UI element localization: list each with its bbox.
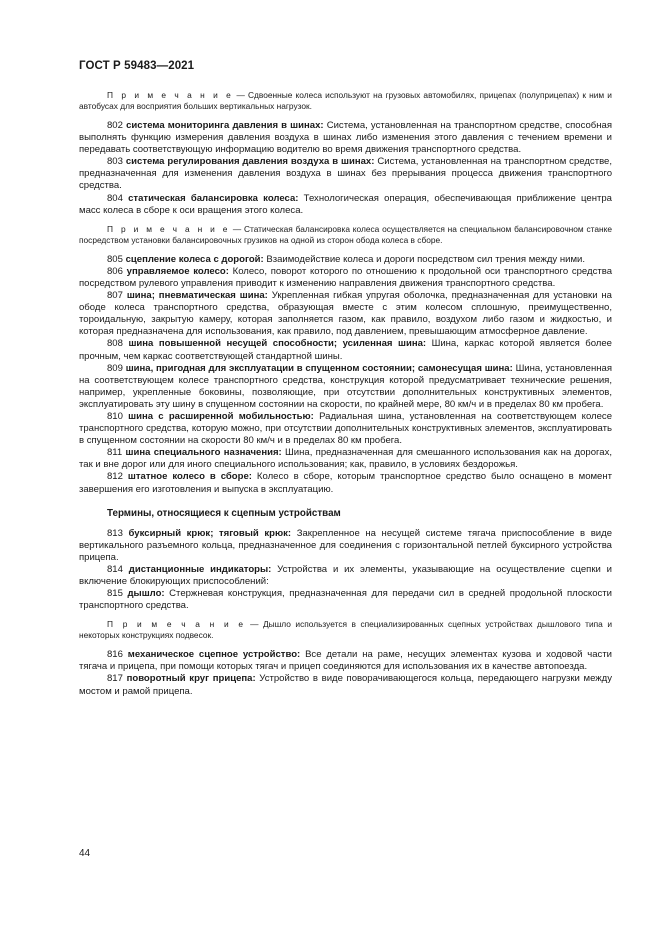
- entry-number: 817: [107, 673, 123, 685]
- entry-number: 810: [107, 410, 123, 422]
- entry-term: управляемое колесо:: [126, 265, 229, 277]
- entry-817: [79, 673, 612, 697]
- entry-term: статическая балансировка колеса:: [128, 192, 299, 204]
- note-drawbar: [79, 619, 612, 641]
- entry-definition: Система, установленная на транспортном средстве, способная выполнять функцию измерения давления воздуха в шинах либо изменения этого давления с течением времени и передавать соответствующую информацию водителю во время движения транспортного средства.: [79, 120, 613, 156]
- entry-number: 803: [107, 156, 123, 168]
- page-content: [79, 90, 612, 698]
- entry-number: 816: [107, 649, 123, 661]
- entry-term: система регулирования давления воздуха в шинах:: [125, 156, 375, 168]
- note-dual-wheels: [79, 90, 612, 112]
- entry-term: шина специального назначения:: [125, 447, 282, 459]
- entry-803: [79, 156, 612, 192]
- entry-number: 813: [107, 527, 123, 539]
- entry-804: [79, 193, 612, 217]
- entry-definition: Шина, каркас которой является более прочным, чем каркас соответствующей стандартной шины.: [79, 338, 612, 362]
- entry-term: буксирный крюк; тяговый крюк:: [128, 527, 292, 539]
- entry-number: 812: [107, 471, 123, 483]
- note-label: П р и м е ч а н и е: [107, 619, 246, 630]
- section-heading-coupling: Термины, относящиеся к сцепным устройствам: [107, 507, 341, 519]
- note-text: — Статическая балансировка колеса осуществляется на специальном балансировочном станке посредством установки балансировочных грузиков на одной из сторон обода колеса в сборе.: [79, 223, 612, 245]
- entry-term: дышло:: [127, 588, 165, 600]
- entry-term: система мониторинга давления в шинах:: [126, 120, 324, 131]
- note-text: — Сдвоенные колеса используют на грузовых автомобилях, прицепах (полуприцепах) к ним и автобусах для восприятия больших вертикальных нагрузок.: [79, 90, 612, 111]
- entry-808: [79, 338, 612, 362]
- entry-term: поворотный круг прицепа:: [126, 673, 256, 685]
- entry-number: 802: [107, 120, 123, 131]
- note-static-balancing: [79, 224, 612, 246]
- entry-number: 805: [107, 253, 123, 265]
- entry-term: дистанционные индикаторы:: [128, 563, 272, 575]
- entry-number: 804: [107, 192, 123, 204]
- entry-807: [79, 290, 612, 338]
- entry-number: 808: [107, 338, 123, 350]
- entry-802: [79, 120, 612, 156]
- entry-805: [79, 254, 612, 266]
- note-text: — Дышло используется в специализированных сцепных устройствах дышлового типа и некоторых конструкциях подвесок.: [79, 619, 612, 641]
- note-label: П р и м е ч а н и е: [107, 90, 234, 100]
- entry-definition: Все детали на раме, несущих элементах кузова и ходовой части тягача и прицепа, при помощи которых тягач и прицеп соединяются для использования их в качестве автопоезда.: [79, 649, 613, 673]
- entry-definition: Колесо в сборе, которым транспортное средство было оснащено в момент завершения его изготовления и выпуска в эксплуатацию.: [79, 471, 613, 495]
- entry-816: [79, 649, 612, 673]
- entry-number: 814: [107, 563, 123, 575]
- document-header: ГОСТ Р 59483—2021: [79, 60, 195, 72]
- entry-812: [79, 471, 612, 495]
- entry-definition: Радиальная шина, установленная на соответствующем колесе транспортного средства, которую можно, при отсутствии дополнительных конструктивных элементов, эксплуатировать в спущенном состоянии на скорости 80 км/ч и в пределах 80 км пробега.: [79, 410, 613, 447]
- entry-definition: Технологическая операция, обеспечивающая приближение центра масс колеса в сборе к оси вращения этого колеса.: [79, 192, 612, 216]
- entry-810: [79, 411, 612, 447]
- entry-definition: Система, установленная на транспортном средстве, предназначенная для изменения давления воздуха в шинах без прерывания процесса движения транспортного средства.: [79, 156, 612, 192]
- entry-definition: Взаимодействие колеса и дороги посредством сил трения между ними.: [266, 253, 586, 265]
- entry-815: [79, 588, 612, 612]
- entry-813: [79, 528, 612, 564]
- entry-term: шина повышенной несущей способности; усиленная шина:: [128, 338, 427, 350]
- entry-number: 809: [107, 362, 123, 374]
- entry-number: 807: [107, 290, 123, 302]
- entry-number: 806: [107, 265, 123, 277]
- entry-number: 811: [107, 447, 123, 459]
- entry-term: шина; пневматическая шина:: [126, 290, 268, 302]
- entry-definition: Устройства и их элементы, указывающие на осуществление сцепки и включение блокирующих приспособлений:: [79, 563, 612, 587]
- entry-definition: Укрепленная гибкая упругая оболочка, предназначенная для установки на ободе колеса транспортного средства, образующая вместе с этим колесом сплошную, преимущественно, тороидальную, закрытую камеру, которая заполняется газом, как правило, воздухом либо газом и жидкостью, и которая предназначена для использования, как правило, под давлением, превышающим атмосферное давление.: [79, 290, 612, 338]
- entry-term: шина с расширенной мобильностью:: [128, 410, 314, 422]
- note-label: П р и м е ч а н и е: [107, 223, 231, 234]
- entry-definition: Шина, предназначенная для смешанного использования как на дорогах, так и вне дорог или для иного специального использования; как, правило, в условиях бездорожья.: [79, 447, 613, 471]
- entry-definition: Устройство в виде поворачивающегося кольца, передающего нагрузки между мостом и рамой прицепа.: [79, 673, 612, 697]
- entry-term: сцепление колеса с дорогой:: [125, 253, 264, 265]
- entry-811: [79, 447, 612, 471]
- entry-number: 815: [107, 588, 123, 600]
- entry-term: механическое сцепное устройство:: [127, 649, 301, 661]
- entry-definition: Шина, установленная на соответствующем колесе транспортного средства, конструкция которой предусматривает технические решения, например, укрепленные боковины, позволяющие, при отсутствии дополнительных конструктивных элементов, эксплуатировать эту шину в спущенном состоянии на скорости, по крайней мере, 80 км/ч и в пределах 80 км пробега.: [79, 362, 612, 410]
- entry-term: шина, пригодная для эксплуатации в спущенном состоянии; самонесущая шина:: [125, 362, 513, 374]
- entry-definition: Стержневая конструкция, предназначенная для передачи сил в средней продольной плоскости транспортного средства.: [79, 588, 612, 612]
- page-number: 44: [79, 848, 91, 859]
- entry-definition: Колесо, поворот которого по отношению к продольной оси транспортного средства посредством рулевого управления приводит к изменению направления движения транспортного средства.: [79, 265, 613, 289]
- entry-814: [79, 564, 612, 588]
- entry-809: [79, 363, 612, 411]
- entry-806: [79, 266, 612, 290]
- entry-definition: Закрепленное на несущей системе тягача приспособление в виде вертикального разъемного кольца, предназначенное для соединения с горизонтальной петлей буксирного устройства прицепа.: [79, 527, 612, 563]
- entry-term: штатное колесо в сборе:: [127, 471, 252, 483]
